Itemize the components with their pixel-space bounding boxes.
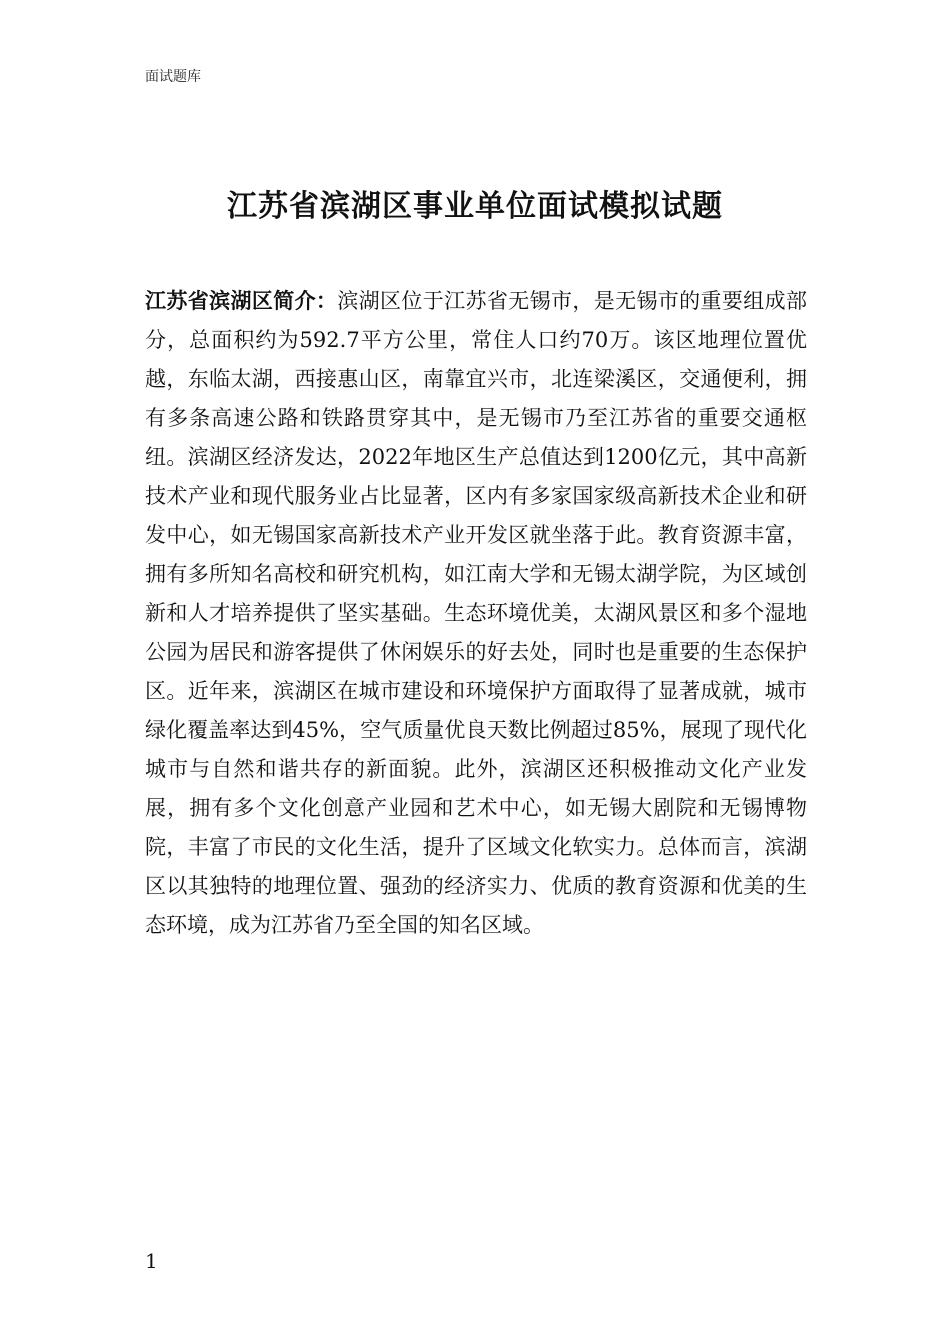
page-header: 面试题库 [145, 69, 201, 85]
page-number: 1 [145, 1249, 158, 1273]
intro-text: 滨湖区位于江苏省无锡市，是无锡市的重要组成部分，总面积约为592.7平方公里，常住人口约70万。该区地理位置优越，东临太湖，西接惠山区，南靠宜兴市，北连梁溪区，交通便利，拥有多条高速公路和铁路贯穿其中，是无锡市乃至江苏省的重要交通枢纽。滨湖区经济发达，2022年地区生产总值达到1200亿元，其中高新技术产业和现代服务业占比显著，区内有多家国家级高新技术企业和研发中心，如无锡国家高新技术产业开发区就坐落于此。教育资源丰富，拥有多所知名高校和研究机构，如江南大学和无锡太湖学院，为区域创新和人才培养提供了坚实基础。生态环境优美，太湖风景区和多个湿地公园为居民和游客提供了休闲娱乐的好去处，同时也是重要的生态保护区。近年来，滨湖区在城市建设和环境保护方面取得了显著成就，城市绿化覆盖率达到45%，空气质量优良天数比例超过85%，展现了现代化城市与自然和谐共存的新面貌。此外，滨湖区还积极推动文化产业发展，拥有多个文化创意产业园和艺术中心，如无锡大剧院和无锡博物院，丰富了市民的文化生活，提升了区域文化软实力。总体而言，滨湖区以其独特的地理位置、强劲的经济实力、优质的教育资源和优美的生态环境，成为江苏省乃至全国的知名区域。 [145, 289, 808, 937]
intro-label: 江苏省滨湖区简介： [145, 289, 338, 313]
intro-paragraph [145, 282, 807, 945]
document-title: 江苏省滨湖区事业单位面试模拟试题 [227, 189, 723, 224]
